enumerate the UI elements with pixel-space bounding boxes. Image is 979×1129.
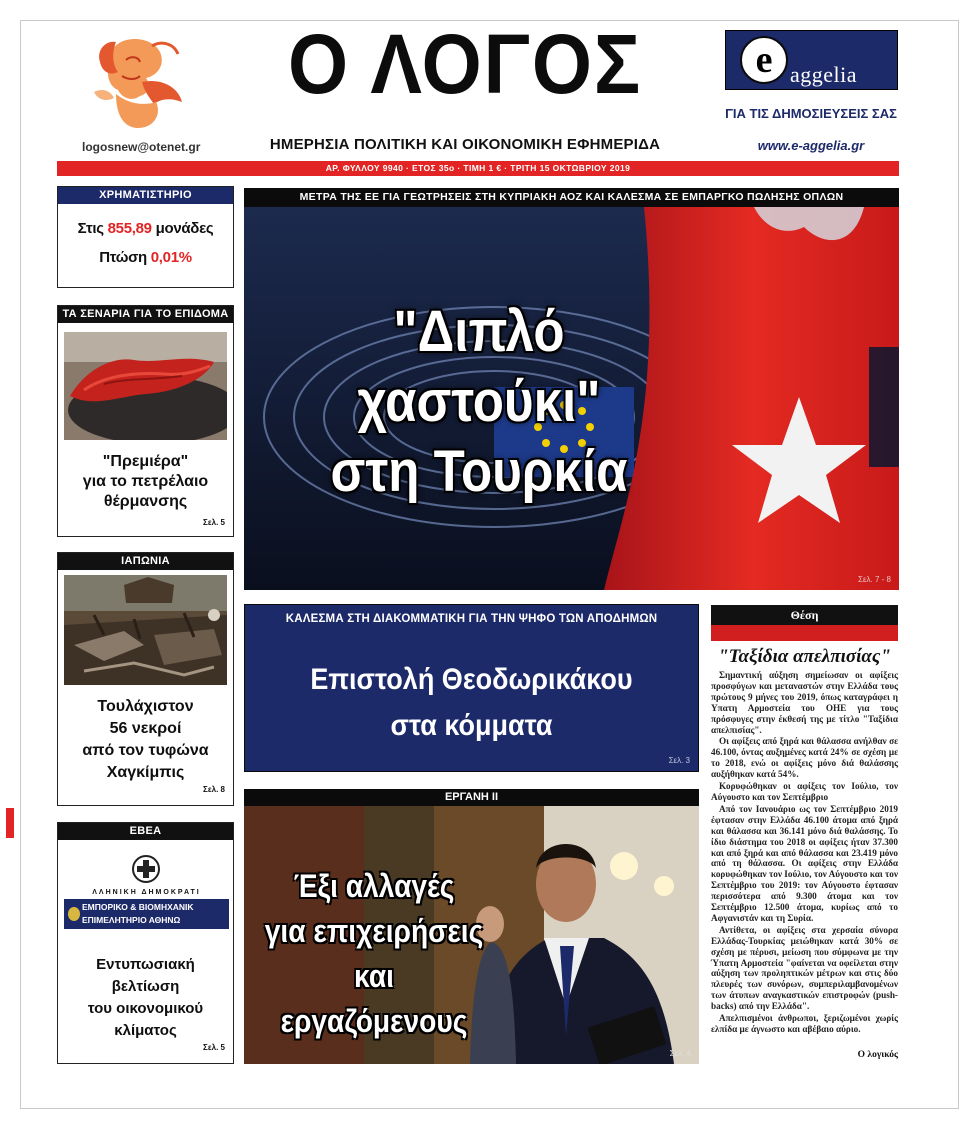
ergani-kicker: ΕΡΓΑΝΗ ΙΙ [244, 789, 699, 806]
ergani-headline-line3: και εργαζόμενους [280, 958, 468, 1039]
oil-page-ref: Σελ. 5 [203, 518, 225, 527]
editorial-paragraph: Από τον Ιανουάριο ως τον Σεπτέμβριο 2019 έφτασαν στην Ελλάδα 46.100 άτομα από ξηρά και θάλασσα και 36.141 μόνο διά θαλάσσης. Το ίδιο διάστημα του 2018 οι αφίξεις ήταν 37.300 και από ξηρά και από θάλασσα και 23.419 μόνο από τη θάλασσα. Οι αφίξεις στην Ελλάδα κορυφώθηκαν τον Ιούλιο, τον Αύγουστο και τον Σεπτέμβριο του 2019: τον Αύγουστο έφτασαν περισσότερα από 9.300 άτομα και τον Σεπτέμβριο 12.500 άτομα, κυρίως από το Αφγανιστάν και τη Συρία. [711, 803, 898, 923]
eaggelia-tagline: ΓΙΑ ΤΙΣ ΔΗΜΟΣΙΕΥΣΕΙΣ ΣΑΣ [725, 106, 897, 121]
ebea-story-box[interactable] [57, 822, 234, 1064]
eaggelia-url[interactable]: www.e-aggelia.gr [757, 138, 865, 153]
typhoon-damage-photo [64, 575, 227, 685]
japan-story-box[interactable] [57, 552, 234, 806]
letter-kicker: ΚΑΛΕΣΜΑ ΣΤΗ ΔΙΑΚΟΜΜΑΤΙΚΗ ΓΙΑ ΤΗΝ ΨΗΦΟ ΤΩΝ ΑΠΟΔΗΜΩΝ [285, 613, 658, 625]
issue-info-bar: ΑΡ. ΦΥΛΛΟΥ 9940 · ΕΤΟΣ 35ο · ΤΙΜΗ 1 € · ΤΡΙΤΗ 15 ΟΚΤΩΒΡΙΟΥ 2019 [57, 161, 899, 176]
stock-change-value: 0,01% [150, 249, 192, 266]
japan-page-ref: Σελ. 8 [203, 785, 225, 794]
ergani-headline-line1: Έξι αλλαγές [293, 868, 455, 904]
japan-caption-2: 56 νεκροί [109, 720, 182, 737]
ergani-page-ref: Σελ. 4 [669, 1049, 691, 1058]
ebea-caption-3: του οικονομικού [87, 1000, 204, 1017]
stock-header: ΧΡΗΜΑΤΙΣΤΗΡΙΟ [58, 187, 233, 204]
ergani-headline-line2: για επιχειρήσεις [264, 913, 484, 949]
oil-story-box[interactable] [57, 305, 234, 537]
ergani-story[interactable] [244, 806, 699, 1064]
letter-story[interactable] [244, 604, 699, 772]
newspaper-subtitle: ΗΜΕΡΗΣΙΑ ΠΟΛΙΤΙΚΗ ΚΑΙ ΟΙΚΟΝΟΜΙΚΗ ΕΦΗΜΕΡΙΔΑ [269, 136, 661, 153]
editorial-accent-bar [711, 625, 898, 641]
letter-headline-line2: στα κόμματα [390, 709, 553, 742]
ebea-logo-banner [64, 899, 229, 929]
editorial-paragraph: Αντίθετα, οι αφίξεις στα χερσαία σύνορα Ελλάδας-Τουρκίας μειώθηκαν κατά 30% σε σχέση με πέρυσι, μείωση που σύμφωνα με την Ύπατη Αρμοστεία "φαίνεται να οφείλεται στην αύξηση των προληπτικών μέτρων και στις δύο πλευρές των συνόρων, συμπεριλαμβανομένων των άτυπων αναγκαστικών επιστροφών (push-backs) από την Ελλάδα". [711, 924, 898, 1012]
stock-change-line: Πτώση 0,01% [99, 249, 192, 266]
ebea-caption-2: βελτίωση [111, 978, 180, 995]
newspaper-logo-art [82, 32, 192, 132]
ergani-headline [260, 864, 489, 1044]
hero-headline [272, 297, 686, 507]
ebea-logo-line2: ΕΜΠΟΡΙΚΟ & ΒΙΟΜΗΧΑΝΙΚ [82, 902, 194, 912]
eaggelia-logo-icon: e [740, 36, 788, 84]
japan-caption-3: από τον τυφώνα [82, 742, 209, 759]
stock-index-value: 855,89 [107, 220, 152, 237]
japan-story-header: ΙΑΠΩΝΙΑ [58, 553, 233, 570]
ebea-logo-line3: ΕΠΙΜΕΛΗΤΗΡΙΟ ΑΘΗΝΩ [82, 915, 181, 925]
oil-caption-1: "Πρεμιέρα" [102, 453, 189, 470]
stock-market-box [57, 186, 234, 288]
editorial-paragraph: Κορυφώθηκαν οι αφίξεις τον Ιούλιο, τον Αύγουστο και τον Σεπτέμβριο [711, 781, 898, 802]
oil-story-header: ΤΑ ΣΕΝΑΡΙΑ ΓΙΑ ΤΟ ΕΠΙΔΟΜΑ [58, 306, 233, 323]
editorial-paragraph: Απελπισμένοι άνθρωποι, ξεριζωμένοι χωρίς ελπίδα με άγνωστο και αβέβαιο αύριο. [711, 1013, 898, 1034]
editorial-body [711, 670, 898, 1036]
hero-kicker: ΜΕΤΡΑ ΤΗΣ ΕΕ ΓΙΑ ΓΕΩΤΡΗΣΕΙΣ ΣΤΗ ΚΥΠΡΙΑΚΗ ΑΟΖ ΚΑΙ ΚΑΛΕΣΜΑ ΣΕ ΕΜΠΑΡΓΚΟ ΠΩΛΗΣΗΣ ΟΠΛΩΝ [244, 188, 899, 207]
letter-page-ref: Σελ. 3 [668, 756, 690, 765]
contact-email: logosnew@otenet.gr [82, 140, 201, 154]
japan-caption-4: Χαγκίμπις [106, 764, 185, 781]
oil-caption-3: θέρμανσης [103, 493, 188, 510]
eaggelia-logo-word: aggelia [790, 62, 858, 87]
japan-caption-1: Τουλάχιστον [97, 698, 194, 715]
letter-headline-line1: Επιστολή Θεοδωρικάκου [310, 663, 633, 696]
ebea-story-header: ΕΒΕΑ [58, 823, 233, 840]
hero-page-ref: Σελ. 7 - 8 [858, 575, 891, 584]
ebea-caption-4: κλίματος [114, 1022, 177, 1039]
editorial-signature: Ο λογικός [857, 1050, 898, 1060]
ebea-logo-line1: ΛΛΗΝΙΚΗ ΔΗΜΟΚΡΑΤΙ [92, 889, 201, 896]
oil-caption-2: για το πετρέλαιο [82, 473, 209, 490]
hero-story[interactable] [244, 207, 899, 590]
ebea-page-ref: Σελ. 5 [203, 1043, 225, 1052]
editorial-paragraph: Σημαντική αύξηση σημείωσαν οι αφίξεις προσφύγων και μεταναστών στην Ελλάδα τους πρώτους 9 μήνες του 2019, όπως καταγράφει η Υπατη Αρμοστεία του ΟΗΕ για τους πρόσφυγες στην έκθεσή της με τίτλο "Ταξίδια απελπισίας". [711, 670, 898, 735]
ebea-emblem-icon [68, 907, 80, 921]
hero-headline-line1: "Διπλό χαστούκι" [357, 299, 601, 434]
editorial-title[interactable]: "Ταξίδια απελπισίας" [718, 646, 891, 667]
heating-oil-photo [64, 332, 227, 440]
stock-index-line: Στις 855,89 μονάδες [77, 220, 214, 237]
hero-headline-line2: στη Τουρκία [330, 439, 628, 504]
letter-headline [268, 657, 676, 749]
editorial-paragraph: Οι αφίξεις από ξηρά και θάλασσα ανήλθαν σε 46.100, όντας αυξημένες κατά 24% σε σχέση με το 2018, ενώ οι αφίξεις μόνο διά θαλάσσης αυξήθηκαν κατά 54%. [711, 736, 898, 780]
ebea-caption-1: Εντυπωσιακή [96, 956, 195, 973]
edge-marker [6, 808, 14, 838]
coat-of-arms-icon [132, 855, 160, 883]
newspaper-title: Ο ΛΟΓΟΣ [287, 17, 643, 111]
editorial-label: Θέση [711, 605, 898, 625]
